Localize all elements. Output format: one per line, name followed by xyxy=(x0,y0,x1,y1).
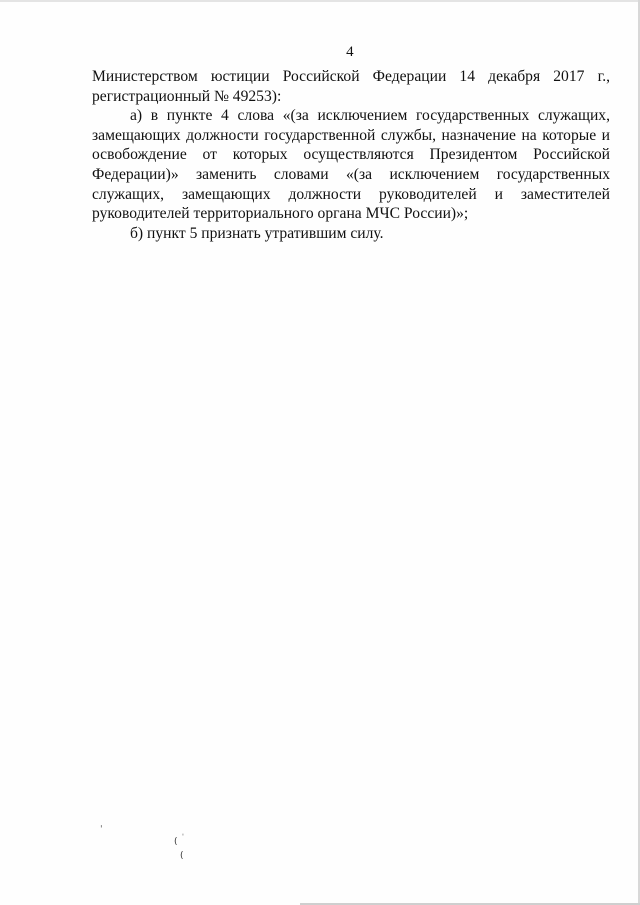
document-body xyxy=(92,67,610,243)
paragraph-continuation: Министерством юстиции Российской Федерации 14 декабря 2017 г., регистрационный № 49253): xyxy=(92,68,610,105)
scan-mark: ˈ xyxy=(100,825,103,835)
paragraph-item-b: б) пункт 5 признать утратившим силу. xyxy=(130,224,384,242)
paragraph-item-a: а) в пункте 4 слова «(за исключением государственных служащих, замещающих должности государственной службы, назначение на которые и освобождение от которых осуществляются Президентом Российской Федерации)» заменить словами «(за исключением государственных служащих, замещающих должности руководителей и заместителей руководителей территориального органа МЧС России)»; xyxy=(92,107,610,223)
scan-mark: ( xyxy=(180,851,184,861)
page-number: 4 xyxy=(346,44,354,60)
page-top-edge xyxy=(0,0,640,2)
scan-mark: ˈ xyxy=(182,833,184,841)
scan-mark: ( xyxy=(174,837,178,847)
